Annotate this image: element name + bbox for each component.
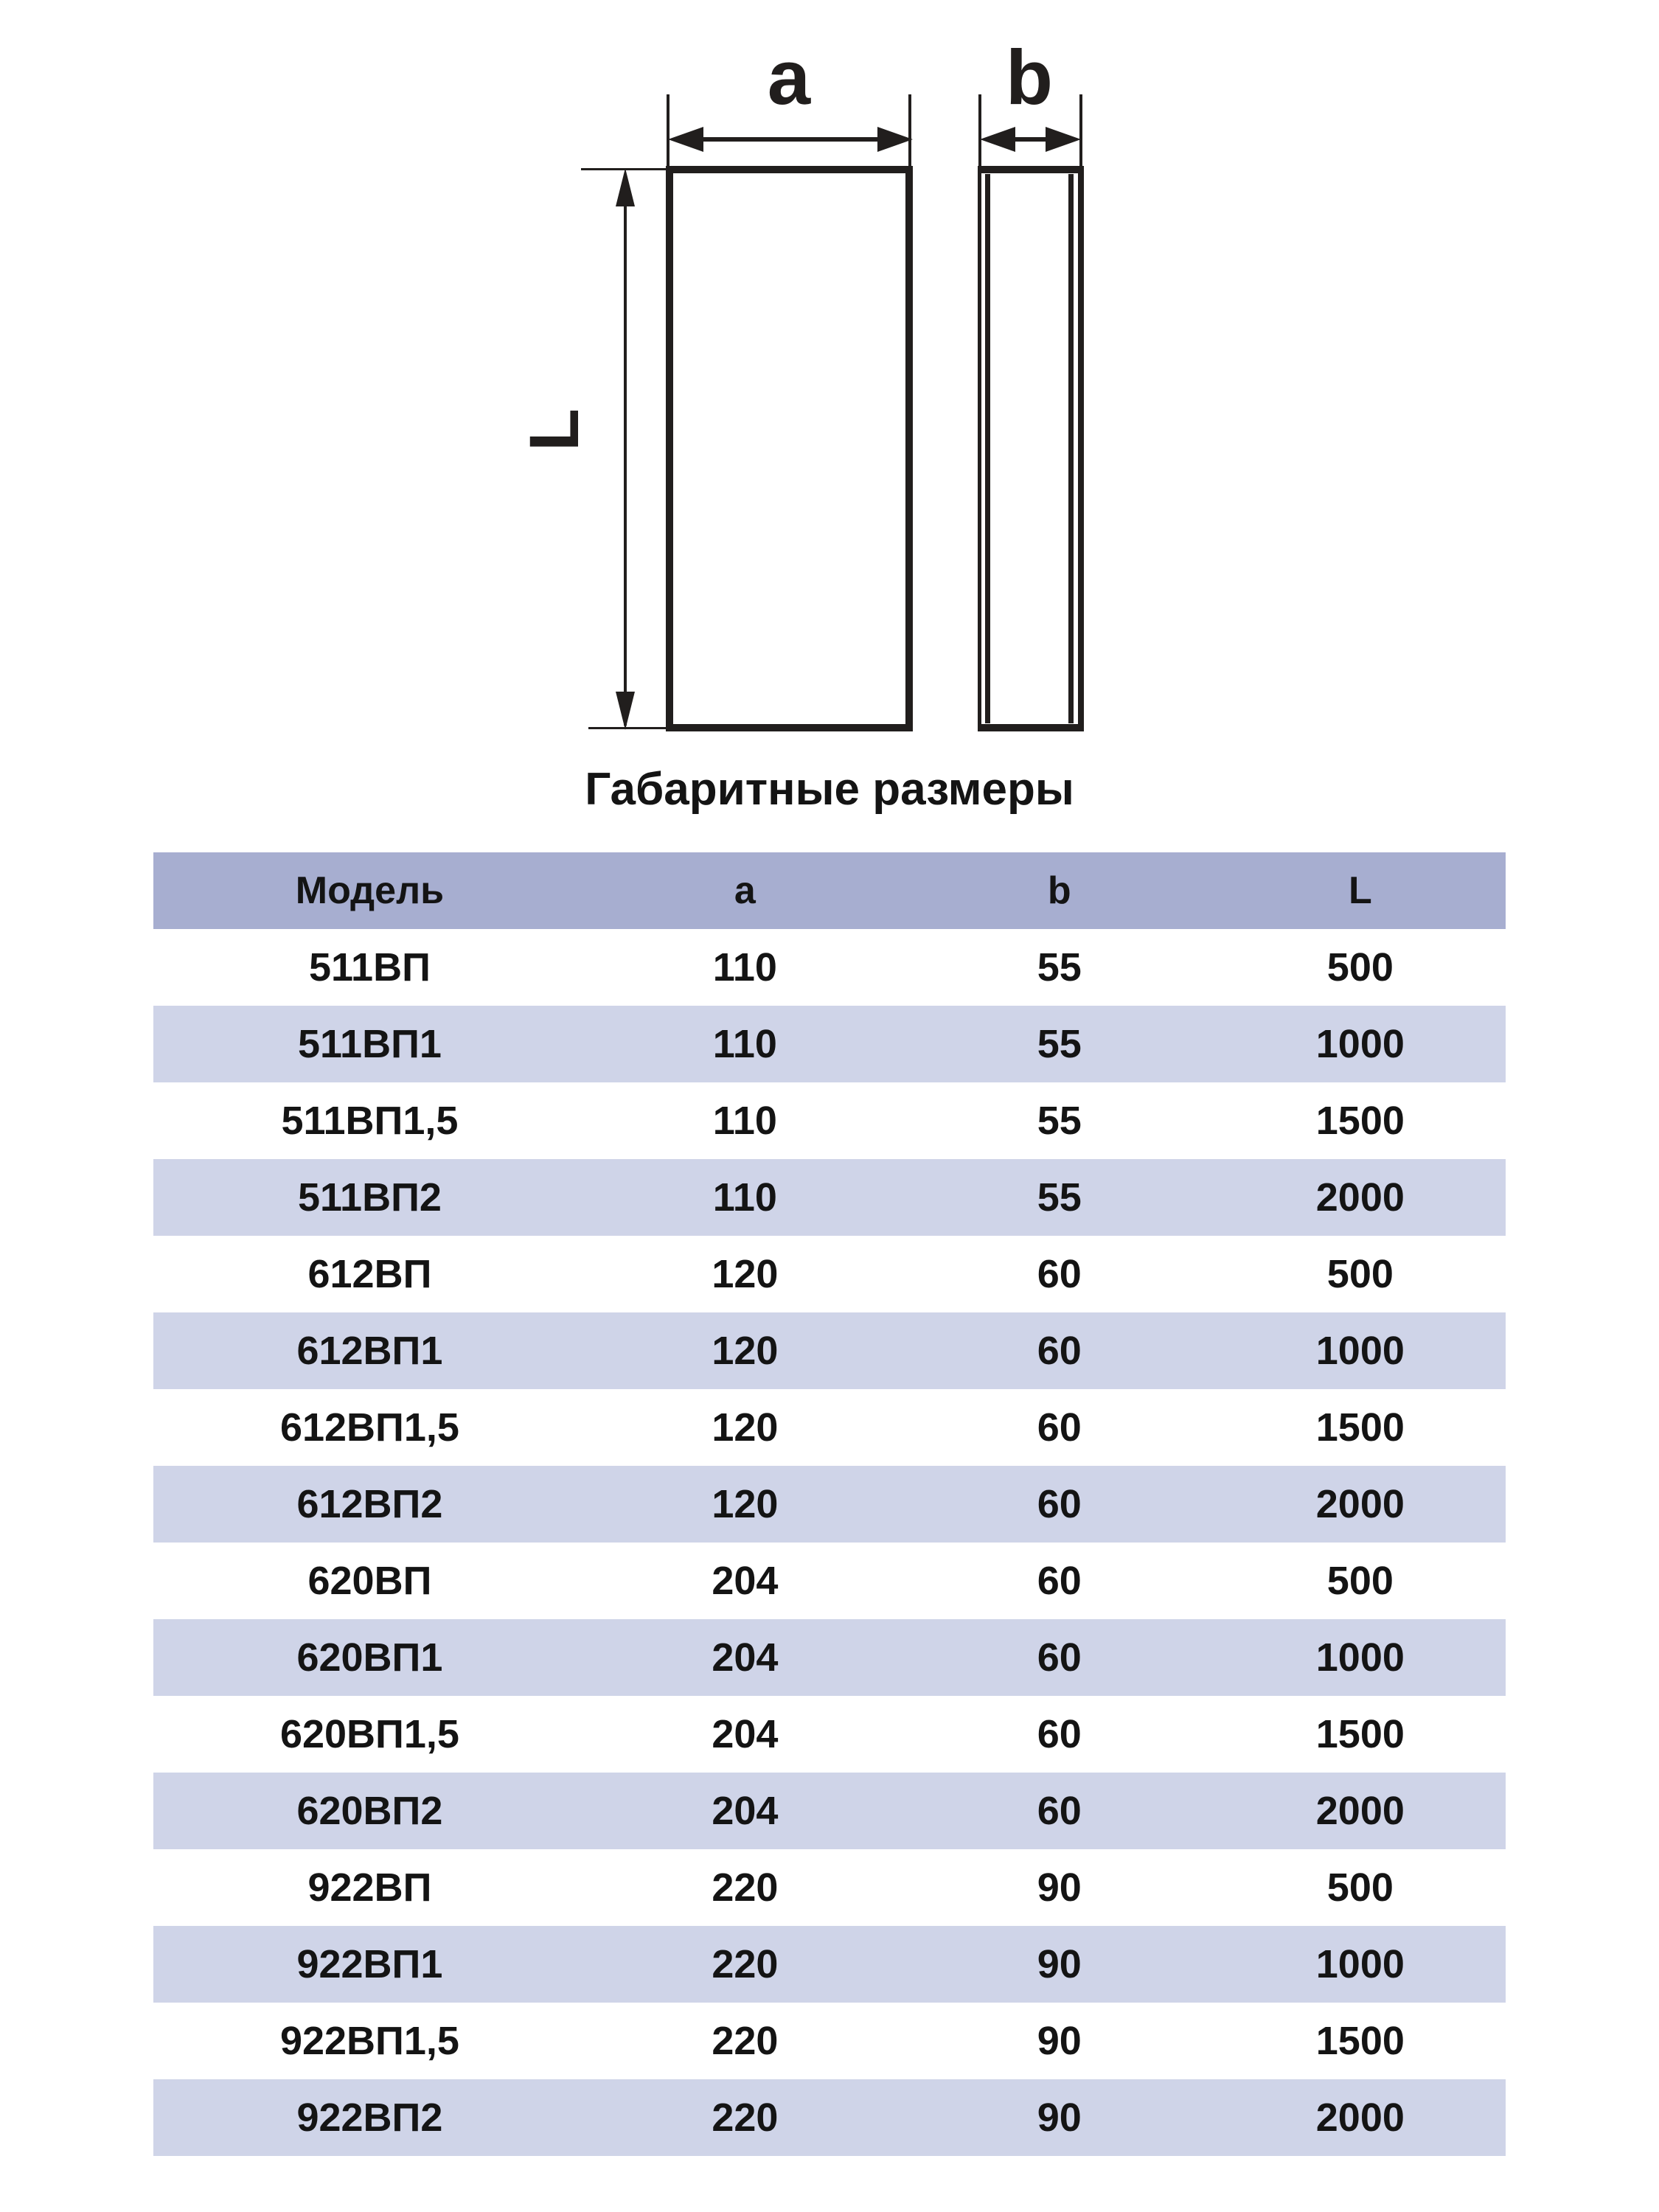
table-row (153, 1926, 1506, 2003)
cell-model: 922ВП2 (296, 2096, 443, 2140)
dimension-arrow-a (689, 137, 888, 142)
side-view-inner-wall-right (1068, 174, 1074, 723)
table-row (153, 2003, 1506, 2079)
cell-L: 2000 (1315, 1482, 1405, 1526)
cell-b: 60 (1037, 1712, 1082, 1756)
cell-L: 1000 (1315, 1329, 1405, 1373)
arrowhead-b-left (980, 127, 1015, 152)
cell-model: 511ВП1,5 (281, 1099, 459, 1143)
cell-model: 922ВП (307, 1865, 432, 1910)
header-a: a (734, 869, 756, 912)
cell-model: 620ВП (307, 1559, 432, 1603)
cell-model: 511ВП2 (297, 1175, 442, 1220)
cell-b: 60 (1037, 1252, 1082, 1296)
cell-model: 612ВП1 (296, 1329, 443, 1373)
cell-L: 2000 (1315, 1175, 1405, 1220)
table-body (153, 929, 1506, 2156)
cell-model: 612ВП2 (296, 1482, 443, 1526)
table-row (153, 1389, 1506, 1466)
side-view-inner-wall-left (985, 174, 990, 723)
cell-model: 511ВП (308, 945, 431, 990)
header-L: L (1348, 869, 1372, 912)
cell-a: 110 (712, 945, 777, 990)
cell-a: 220 (712, 1865, 779, 1910)
cell-model: 511ВП1 (297, 1022, 442, 1066)
arrowhead-a-right (877, 127, 913, 152)
cell-L: 500 (1326, 1865, 1394, 1910)
cell-b: 60 (1037, 1482, 1082, 1526)
cell-b: 60 (1037, 1635, 1082, 1680)
cell-b: 60 (1037, 1329, 1082, 1373)
cell-L: 2000 (1315, 2096, 1405, 2140)
cell-a: 120 (712, 1405, 779, 1450)
cell-b: 55 (1037, 1022, 1082, 1066)
cell-L: 1500 (1315, 2019, 1405, 2063)
arrowhead-a-left (668, 127, 703, 152)
cell-a: 120 (712, 1329, 779, 1373)
header-model: Модель (295, 869, 445, 912)
cell-L: 1000 (1315, 1022, 1405, 1066)
table-row (153, 929, 1506, 1006)
front-view-outline (666, 166, 913, 731)
cell-b: 60 (1037, 1559, 1082, 1603)
cell-b: 90 (1037, 1942, 1082, 1986)
arrowhead-L-down (616, 692, 635, 730)
table-row (153, 1849, 1506, 1926)
table-row (153, 1696, 1506, 1773)
cell-a: 110 (712, 1175, 777, 1220)
cell-L: 1000 (1315, 1635, 1405, 1680)
table-row (153, 1159, 1506, 1236)
cell-model: 620ВП1 (296, 1635, 443, 1680)
cell-b: 55 (1037, 1099, 1082, 1143)
cell-a: 204 (712, 1712, 779, 1756)
dimension-label-a: a (767, 35, 811, 121)
table-header-row (153, 852, 1506, 929)
header-b: b (1047, 869, 1071, 912)
table-row (153, 1619, 1506, 1696)
table-row (153, 1312, 1506, 1389)
cell-L: 1500 (1315, 1099, 1405, 1143)
cell-a: 204 (712, 1789, 779, 1833)
cell-b: 55 (1037, 945, 1082, 990)
cell-L: 1000 (1315, 1942, 1405, 1986)
cell-a: 120 (712, 1482, 779, 1526)
cell-a: 220 (712, 1942, 779, 1986)
cell-model: 620ВП2 (296, 1789, 443, 1833)
cell-b: 90 (1037, 1865, 1082, 1910)
cell-a: 204 (712, 1559, 779, 1603)
cell-model: 612ВП1,5 (279, 1405, 459, 1450)
tick-top (581, 168, 693, 170)
cell-L: 1500 (1315, 1405, 1405, 1450)
cell-model: 922ВП1,5 (279, 2019, 459, 2063)
table-row (153, 1543, 1506, 1619)
cell-L: 500 (1326, 945, 1394, 990)
cell-a: 220 (712, 2019, 779, 2063)
table-row (153, 1466, 1506, 1543)
table-row (153, 1006, 1506, 1082)
cell-b: 90 (1037, 2096, 1082, 2140)
cell-a: 204 (712, 1635, 779, 1680)
cell-model: 612ВП (307, 1252, 432, 1296)
table-row (153, 1082, 1506, 1159)
cell-model: 922ВП1 (296, 1942, 443, 1986)
table-row (153, 1773, 1506, 1849)
cell-b: 60 (1037, 1405, 1082, 1450)
cell-L: 500 (1326, 1252, 1394, 1296)
dimensions-diagram (0, 0, 1659, 833)
cell-a: 110 (712, 1099, 777, 1143)
dimensions-table (153, 852, 1506, 2156)
arrowhead-L-up (616, 168, 635, 206)
diagram-caption: Габаритные размеры (585, 764, 1074, 815)
cell-L: 500 (1326, 1559, 1394, 1603)
table-row (153, 1236, 1506, 1312)
cell-L: 2000 (1315, 1789, 1405, 1833)
dimension-label-L: L (515, 408, 594, 452)
dimension-label-b: b (1005, 35, 1054, 121)
cell-a: 220 (712, 2096, 779, 2140)
cell-b: 60 (1037, 1789, 1082, 1833)
cell-L: 1500 (1315, 1712, 1405, 1756)
dimension-line-L (624, 175, 627, 726)
cell-a: 110 (712, 1022, 777, 1066)
cell-b: 90 (1037, 2019, 1082, 2063)
arrowhead-b-right (1046, 127, 1081, 152)
cell-a: 120 (712, 1252, 779, 1296)
table-row (153, 2079, 1506, 2156)
cell-b: 55 (1037, 1175, 1082, 1220)
cell-model: 620ВП1,5 (279, 1712, 459, 1756)
